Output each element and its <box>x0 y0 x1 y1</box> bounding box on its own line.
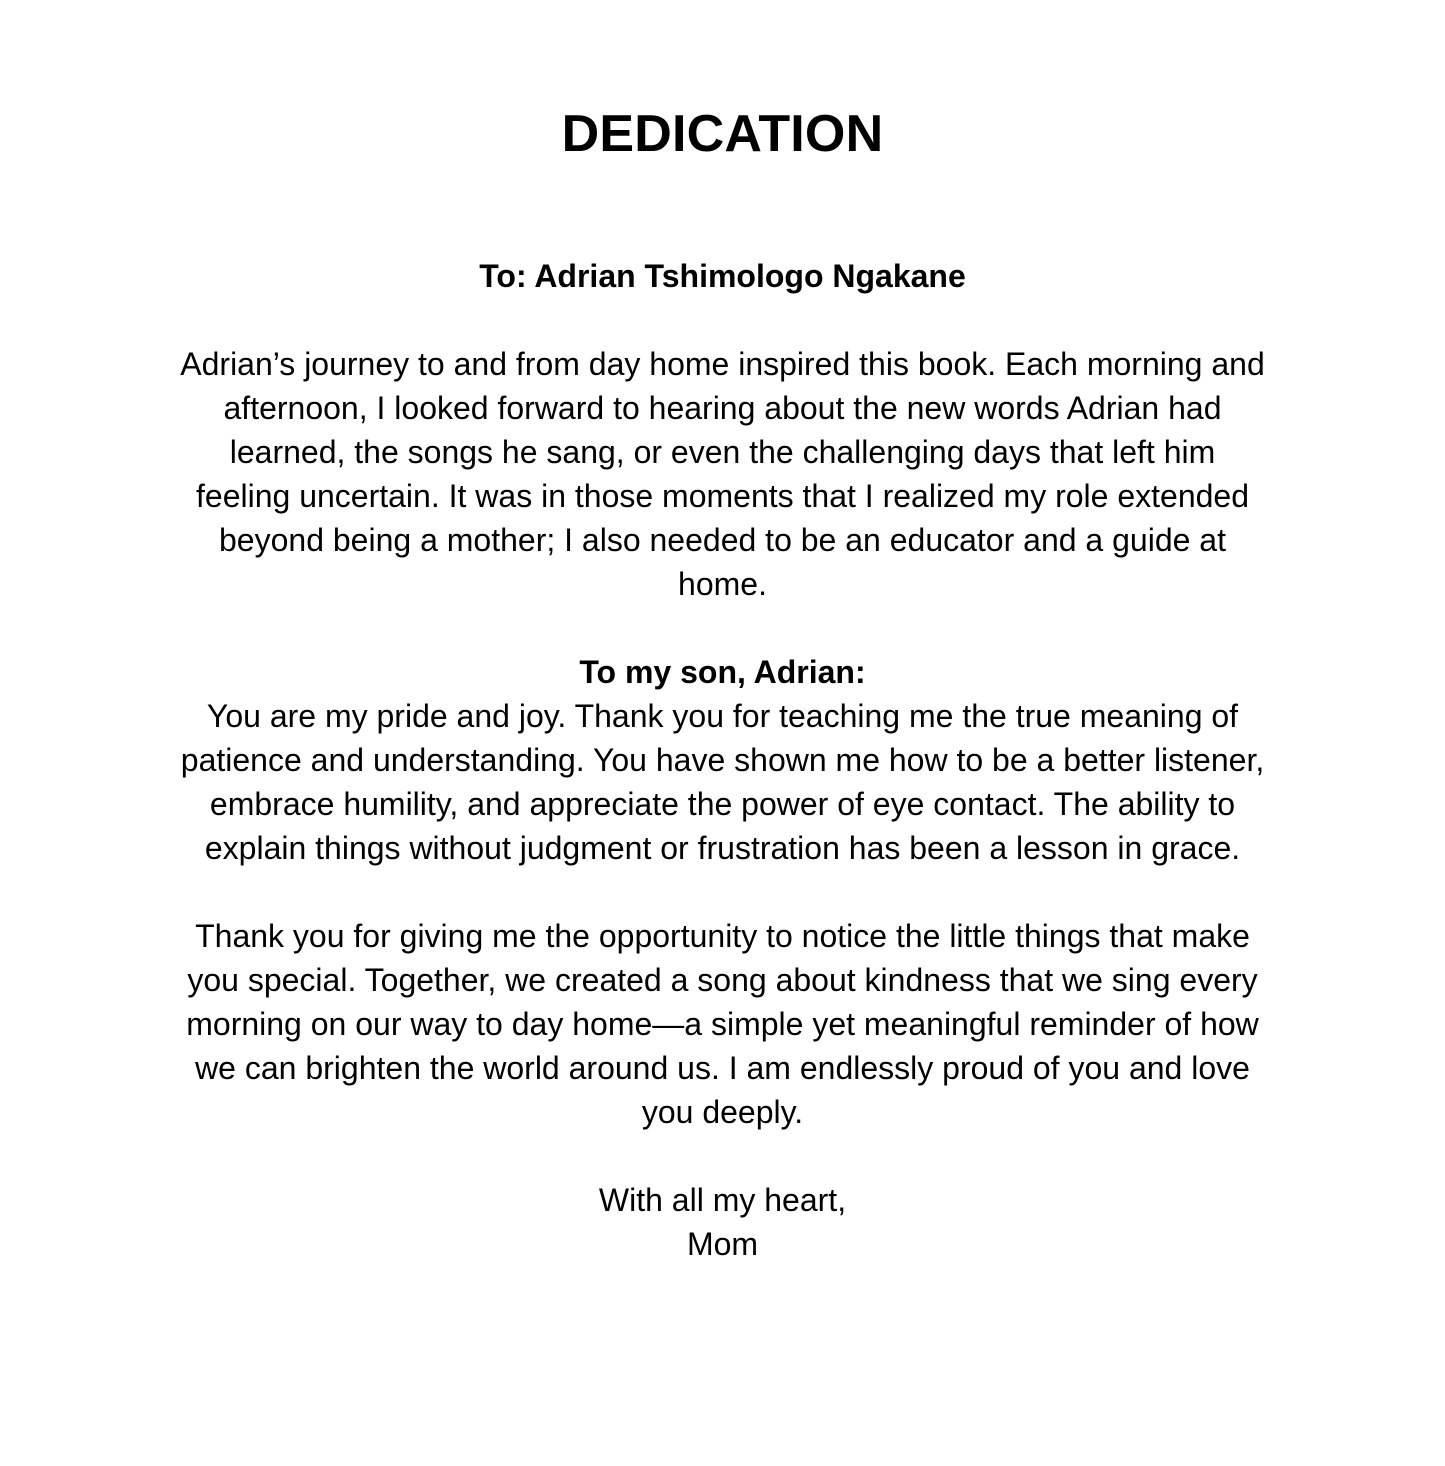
section-heading-to-my-son: To my son, Adrian: <box>579 654 866 690</box>
title-spacer <box>180 164 1266 254</box>
dedication-paragraph-1: Adrian’s journey to and from day home inspired this book. Each morning and afternoon, I looked forward to hearing about the new words Adrian had learned, the songs he sang, or even the challenging days that left him feeling uncertain. It was in those moments that I realized my role extended beyond being a mother; I also needed to be an educator and a guide at home. <box>180 346 1265 602</box>
page-content <box>180 0 1266 1266</box>
dedicatee-heading: To: Adrian Tshimologo Ngakane <box>479 258 966 294</box>
spacer-after-paragraph-1 <box>180 606 1266 650</box>
signoff-closing: With all my heart, <box>598 1182 847 1218</box>
signoff-signature: Mom <box>686 1226 759 1262</box>
spacer-after-paragraph-3 <box>180 1134 1266 1178</box>
dedication-paragraph-3: Thank you for giving me the opportunity to notice the little things that make you special. Together, we created a song about kindness that we sing every morning on our way to day home—a simple yet meaningful reminder of how we can brighten the world around us. I am endlessly proud of you and love you deeply. <box>186 918 1259 1130</box>
page-title: DEDICATION <box>561 105 884 163</box>
spacer-after-paragraph-2 <box>180 870 1266 914</box>
spacer-after-dedicatee <box>180 298 1266 342</box>
dedication-paragraph-2: You are my pride and joy. Thank you for teaching me the true meaning of patience and understanding. You have shown me how to be a better listener, embrace humility, and appreciate the power of eye contact. The ability to explain things without judgment or frustration has been a lesson in grace. <box>180 698 1265 866</box>
